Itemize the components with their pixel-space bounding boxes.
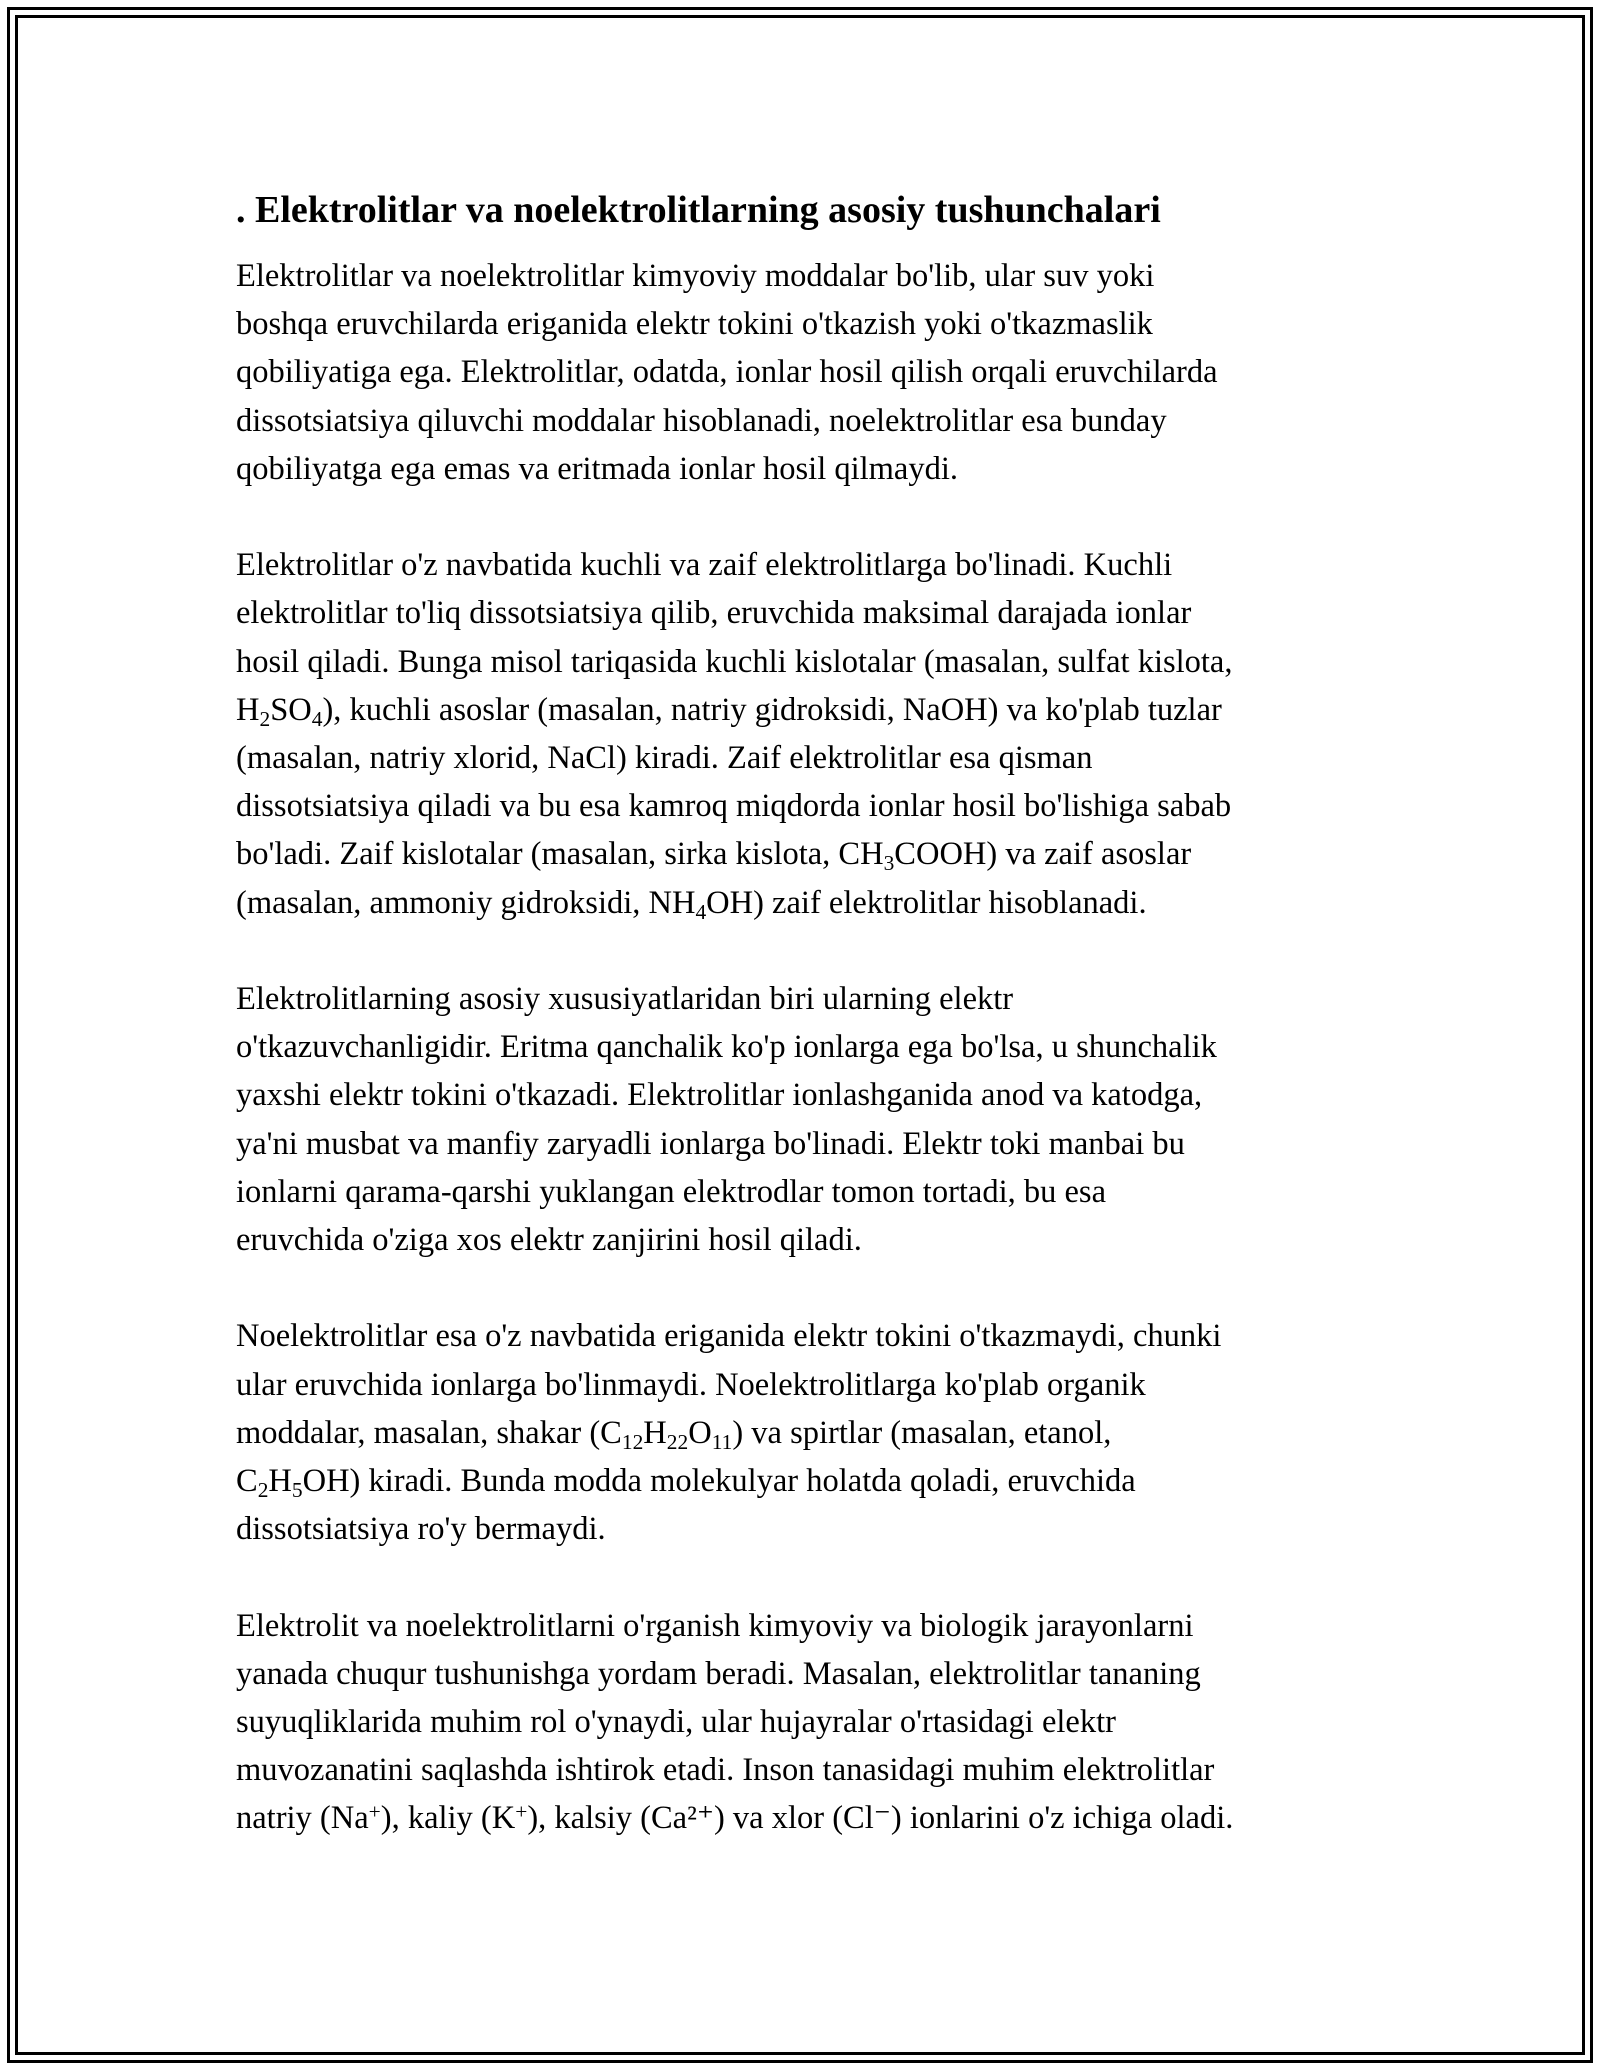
paragraph-5 xyxy=(236,1602,1376,1843)
text-line xyxy=(236,300,1376,348)
text-line xyxy=(236,1457,1376,1505)
text-run: muvozanatini saqlashda ishtirok etadi. Inson tanasidagi muhim elektrolitlar xyxy=(236,1752,1215,1789)
subscript: 11 xyxy=(711,1429,733,1454)
text-run: natriy (Na xyxy=(236,1800,369,1837)
document-body xyxy=(236,186,1376,1891)
text-run: COOH) va zaif asoslar xyxy=(894,836,1192,873)
text-run: (masalan, natriy xlorid, NaCl) kiradi. Zaif elektrolitlar esa qisman xyxy=(236,740,1093,777)
text-run: dissotsiatsiya ro'y bermaydi. xyxy=(236,1511,606,1548)
text-line xyxy=(236,734,1376,782)
text-line xyxy=(236,1312,1376,1360)
paragraphs-container xyxy=(236,252,1376,1843)
text-line xyxy=(236,1746,1376,1794)
text-line xyxy=(236,1698,1376,1746)
text-run: Elektrolitlar va noelektrolitlar kimyoviy moddalar bo'lib, ular suv yoki xyxy=(236,258,1155,294)
text-line xyxy=(236,397,1376,445)
text-line xyxy=(236,1120,1376,1168)
text-run: elektrolitlar to'liq dissotsiatsiya qilib, eruvchida maksimal darajada ionlar xyxy=(236,595,1192,632)
text-run: OH) kiradi. Bunda modda molekulyar holatda qoladi, eruvchida xyxy=(302,1463,1136,1500)
text-run: Elektrolitlar o'z navbatida kuchli va zaif elektrolitlarga bo'linadi. Kuchli xyxy=(236,547,1173,584)
text-run: ), kuchli asoslar (masalan, natriy gidroksidi, NaOH) va ko'plab tuzlar xyxy=(322,691,1222,728)
text-line xyxy=(236,1023,1376,1071)
text-run: H xyxy=(268,1463,292,1500)
text-run: ular eruvchida ionlarga bo'linmaydi. Noelektrolitlarga ko'plab organik xyxy=(236,1366,1146,1403)
subscript: 5 xyxy=(291,1478,303,1503)
text-line xyxy=(236,1650,1376,1698)
text-line xyxy=(236,589,1376,637)
text-run: moddalar, masalan, shakar (C xyxy=(236,1414,622,1451)
text-line xyxy=(236,975,1376,1023)
text-run: o'tkazuvchanligidir. Eritma qanchalik ko'p ionlarga ega bo'lsa, u shunchalik xyxy=(236,1029,1217,1066)
text-run: ), kalsiy (Ca²⁺) va xlor (Cl⁻) ionlarini o'z ichiga oladi. xyxy=(527,1800,1234,1837)
text-run: H xyxy=(236,691,260,728)
text-run: qobiliyatiga ega. Elektrolitlar, odatda, ionlar hosil qilish orqali eruvchilarda xyxy=(236,354,1218,391)
text-run: yanada chuqur tushunishga yordam beradi. Masalan, elektrolitlar tananing xyxy=(236,1655,1201,1692)
document-heading: . Elektrolitlar va noelektrolitlarning asosiy tushunchalari xyxy=(236,189,1161,231)
paragraph-1 xyxy=(236,252,1376,493)
text-run: dissotsiatsiya qiladi va bu esa kamroq miqdorda ionlar hosil bo'lishiga sabab xyxy=(236,788,1232,825)
text-run: bo'ladi. Zaif kislotalar (masalan, sirka kislota, CH xyxy=(236,836,884,873)
text-run: hosil qiladi. Bunga misol tariqasida kuchli kislotalar (masalan, sulfat kislota, xyxy=(236,643,1233,680)
text-line xyxy=(236,1794,1376,1842)
subscript: 4 xyxy=(311,706,323,731)
text-run: SO xyxy=(270,691,312,728)
text-line xyxy=(236,879,1376,927)
text-line xyxy=(236,1505,1376,1553)
text-line xyxy=(236,830,1376,878)
subscript: 3 xyxy=(883,851,895,876)
paragraph-2 xyxy=(236,541,1376,927)
text-line xyxy=(236,1168,1376,1216)
text-run: boshqa eruvchilarda eriganida elektr tokini o'tkazish yoki o'tkazmaslik xyxy=(236,306,1153,343)
text-run: ionlarni qarama-qarshi yuklangan elektrodlar tomon tortadi, bu esa xyxy=(236,1173,1106,1210)
subscript: 2 xyxy=(259,706,271,731)
paragraph-3 xyxy=(236,975,1376,1264)
paragraph-4 xyxy=(236,1312,1376,1553)
superscript: + xyxy=(368,1799,381,1824)
text-run: C xyxy=(236,1463,258,1500)
text-run: Elektrolit va noelektrolitlarni o'rganish kimyoviy va biologik jarayonlarni xyxy=(236,1607,1194,1644)
text-line xyxy=(236,1602,1376,1650)
text-run: Elektrolitlarning asosiy xususiyatlaridan biri ularning elektr xyxy=(236,981,1014,1018)
text-run: Noelektrolitlar esa o'z navbatida eriganida elektr tokini o'tkazmaydi, chunki xyxy=(236,1318,1222,1355)
text-run: O xyxy=(688,1414,712,1451)
text-line xyxy=(236,252,1376,300)
text-run: dissotsiatsiya qiluvchi moddalar hisoblanadi, noelektrolitlar esa bunday xyxy=(236,402,1167,439)
text-line xyxy=(236,1071,1376,1119)
text-line xyxy=(236,348,1376,396)
text-line xyxy=(236,638,1376,686)
text-run: ), kaliy (K xyxy=(380,1800,516,1837)
text-run: yaxshi elektr tokini o'tkazadi. Elektrolitlar ionlashganida anod va katodga, xyxy=(236,1077,1203,1114)
text-line xyxy=(236,782,1376,830)
subscript: 22 xyxy=(666,1429,689,1454)
text-line xyxy=(236,445,1376,493)
text-line xyxy=(236,1216,1376,1264)
text-line xyxy=(236,686,1376,734)
text-line xyxy=(236,1409,1376,1457)
text-run: OH) zaif elektrolitlar hisoblanadi. xyxy=(706,884,1147,921)
text-run: ya'ni musbat va manfiy zaryadli ionlarga bo'linadi. Elektr toki manbai bu xyxy=(236,1125,1185,1162)
text-run: qobiliyatga ega emas va eritmada ionlar hosil qilmaydi. xyxy=(236,450,959,487)
superscript: + xyxy=(515,1799,528,1824)
text-run: H xyxy=(643,1414,667,1451)
text-run: ) va spirtlar (masalan, etanol, xyxy=(732,1414,1112,1451)
text-run: (masalan, ammoniy gidroksidi, NH xyxy=(236,884,696,921)
subscript: 2 xyxy=(257,1478,269,1503)
text-line xyxy=(236,1361,1376,1409)
text-line xyxy=(236,541,1376,589)
text-run: suyuqliklarida muhim rol o'ynaydi, ular hujayralar o'rtasidagi elektr xyxy=(236,1704,1116,1741)
subscript: 4 xyxy=(695,899,707,924)
subscript: 12 xyxy=(621,1429,644,1454)
text-run: eruvchida o'ziga xos elektr zanjirini hosil qiladi. xyxy=(236,1222,862,1259)
